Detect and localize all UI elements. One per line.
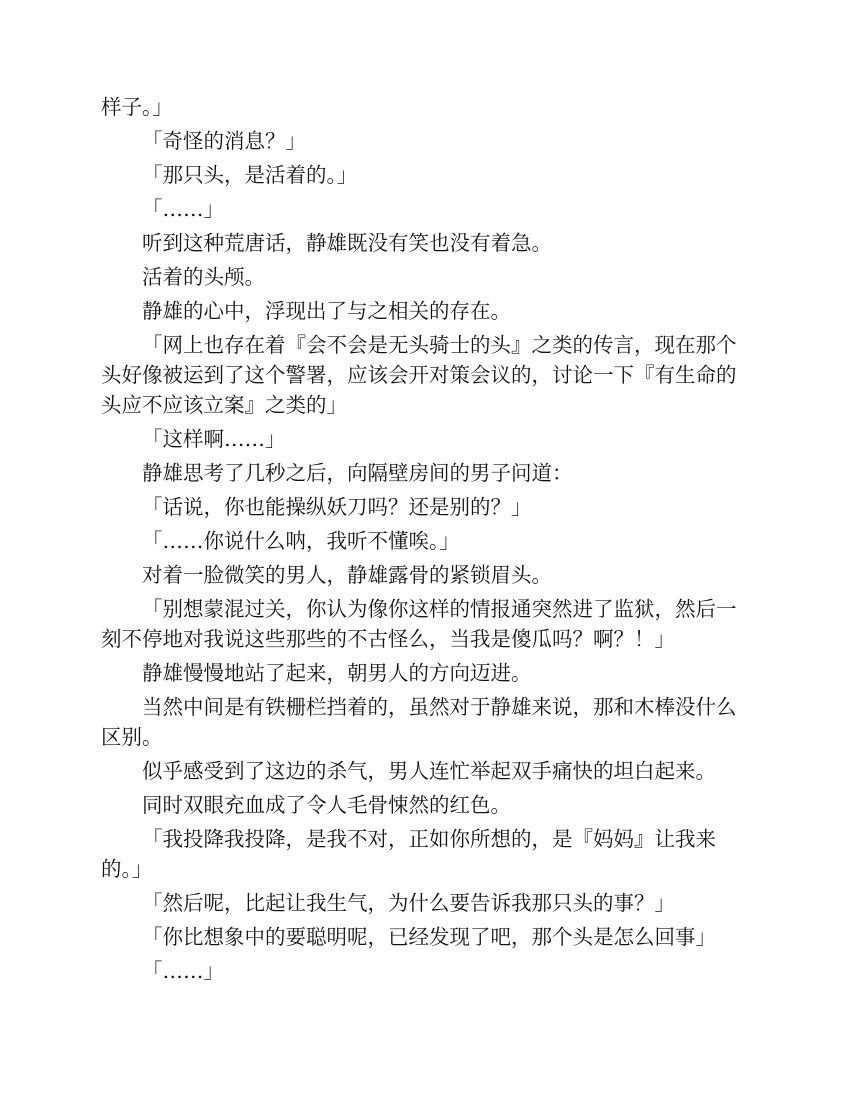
- paragraph: 听到这种荒唐话，静雄既没有笑也没有着急。: [142, 231, 552, 255]
- paragraph: 「你比想象中的要聪明呢，已经发现了吧，那个头是怎么回事」: [142, 925, 716, 949]
- paragraph: 「……你说什么呐，我听不懂唉。」: [142, 529, 460, 553]
- paragraph: 「……」: [142, 959, 224, 983]
- paragraph: 似乎感受到了这边的杀气，男人连忙举起双手痛快的坦白起来。: [142, 759, 716, 783]
- paragraph: 同时双眼充血成了令人毛骨悚然的红色。: [142, 793, 511, 817]
- paragraph: 活着的头颅。: [142, 265, 265, 289]
- paragraph: 静雄的心中，浮现出了与之相关的存在。: [142, 299, 511, 323]
- paragraph: 对着一脸微笑的男人，静雄露骨的紧锁眉头。: [142, 563, 552, 587]
- novel-text-body: [101, 92, 747, 990]
- paragraph: 当然中间是有铁栅栏挡着的，虽然对于静雄来说，那和木棒没什么区别。: [101, 695, 737, 749]
- paragraph: 「别想蒙混过关，你认为像你这样的情报通突然进了监狱，然后一刻不停地对我说这些那些的不古怪么，当我是傻瓜吗？啊？！」: [101, 597, 737, 651]
- paragraph: 「网上也存在着『会不会是无头骑士的头』之类的传言，现在那个头好像被运到了这个警署，应该会开对策会议的，讨论一下『有生命的头应不应该立案』之类的」: [101, 333, 737, 417]
- paragraph: 静雄思考了几秒之后，向隔壁房间的男子问道：: [142, 461, 573, 485]
- paragraph: 「那只头，是活着的。」: [142, 163, 358, 187]
- paragraph: 样子。」: [101, 95, 173, 119]
- paragraph: 「我投降我投降，是我不对，正如你所想的，是『妈妈』让我来的。」: [101, 827, 716, 881]
- paragraph: 「然后呢，比起让我生气，为什么要告诉我那只头的事？」: [142, 891, 675, 915]
- paragraph: 静雄慢慢地站了起来，朝男人的方向迈进。: [142, 661, 532, 685]
- paragraph: 「话说，你也能操纵妖刀吗？还是别的？」: [142, 495, 532, 519]
- paragraph: 「……」: [142, 197, 224, 221]
- paragraph: 「这样啊……」: [142, 427, 286, 451]
- paragraph: 「奇怪的消息？」: [142, 129, 306, 153]
